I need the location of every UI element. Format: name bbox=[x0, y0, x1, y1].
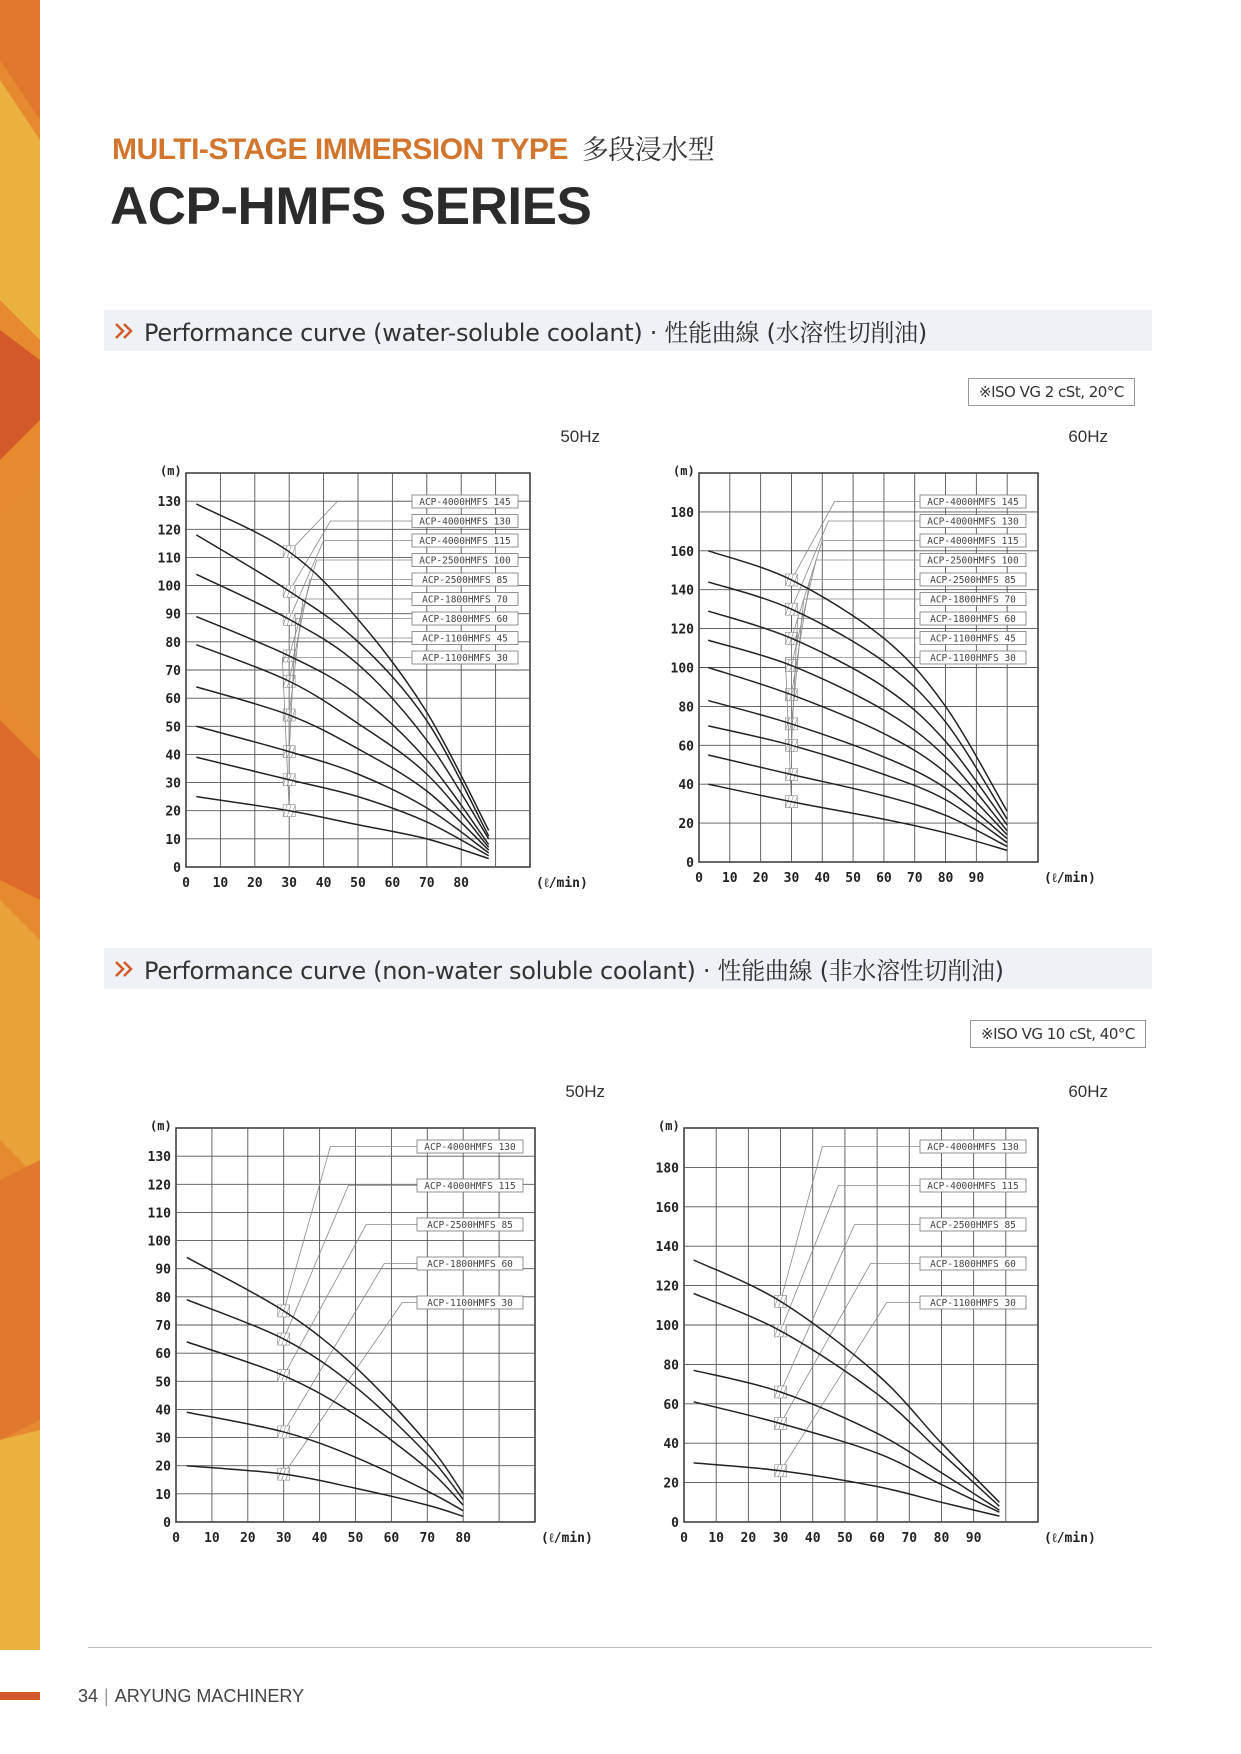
y-tick-label: 60 bbox=[165, 692, 181, 708]
legend-entry: ACP-4000HMFS 130 bbox=[927, 1142, 1019, 1153]
y-tick-label: 30 bbox=[165, 776, 181, 792]
y-tick-label: 70 bbox=[155, 1319, 171, 1334]
x-axis-unit-label: (ℓ/min) bbox=[541, 1531, 593, 1546]
y-tick-label: 80 bbox=[678, 700, 694, 716]
x-tick-label: 20 bbox=[740, 1531, 757, 1546]
plot-area bbox=[699, 473, 1038, 862]
y-tick-label: 110 bbox=[157, 551, 181, 567]
legend-entry: ACP-4000HMFS 130 bbox=[419, 516, 511, 528]
y-tick-label: 10 bbox=[155, 1487, 171, 1503]
y-tick-label: 120 bbox=[670, 622, 694, 638]
footer-divider bbox=[88, 1647, 1152, 1648]
x-tick-label: 40 bbox=[804, 1531, 821, 1546]
x-tick-label: 10 bbox=[212, 876, 229, 891]
x-tick-label: 30 bbox=[281, 876, 298, 891]
y-tick-label: 90 bbox=[165, 607, 181, 623]
legend-entry: ACP-1100HMFS 30 bbox=[930, 653, 1016, 664]
y-tick-label: 100 bbox=[157, 579, 181, 595]
chart-svg bbox=[150, 455, 600, 905]
x-tick-label: 20 bbox=[246, 876, 263, 891]
chart-frequency-label: 60Hz bbox=[1068, 427, 1108, 446]
chart-svg bbox=[663, 455, 1108, 900]
y-tick-label: 180 bbox=[655, 1161, 679, 1177]
subtitle-english: MULTI-STAGE IMMERSION TYPE bbox=[112, 133, 568, 166]
legend-entry: ACP-1800HMFS 60 bbox=[930, 1259, 1016, 1270]
chart-svg bbox=[648, 1110, 1108, 1560]
legend-entry: ACP-1100HMFS 30 bbox=[427, 1298, 513, 1309]
y-tick-label: 120 bbox=[655, 1279, 679, 1295]
x-tick-label: 50 bbox=[347, 1531, 364, 1546]
x-tick-label: 80 bbox=[453, 876, 470, 891]
footer-accent-mark bbox=[0, 1692, 40, 1700]
y-tick-label: 40 bbox=[165, 748, 181, 764]
y-tick-label: 20 bbox=[165, 804, 181, 820]
legend-entry: ACP-4000HMFS 130 bbox=[424, 1142, 516, 1153]
legend-entry: ACP-4000HMFS 115 bbox=[927, 536, 1019, 547]
y-tick-label: 160 bbox=[670, 544, 694, 560]
x-tick-label: 60 bbox=[876, 871, 892, 886]
legend-entry: ACP-1800HMFS 70 bbox=[930, 594, 1016, 606]
y-tick-label: 20 bbox=[155, 1459, 171, 1475]
section-heading-text: Performance curve (non-water soluble coolant) · 性能曲線 (非水溶性切削油) bbox=[144, 957, 1004, 985]
x-tick-label: 70 bbox=[419, 1531, 436, 1546]
y-axis-unit-label: (m) bbox=[658, 1119, 680, 1133]
y-tick-label: 130 bbox=[147, 1150, 171, 1166]
x-tick-label: 90 bbox=[965, 1531, 982, 1546]
legend-entry: ACP-2500HMFS 85 bbox=[422, 575, 508, 586]
chart-water-50hz bbox=[150, 427, 600, 905]
x-tick-label: 10 bbox=[708, 1531, 725, 1546]
x-tick-label: 60 bbox=[383, 1531, 400, 1546]
y-tick-label: 40 bbox=[678, 778, 694, 794]
x-tick-label: 90 bbox=[968, 871, 985, 886]
legend-entry: ACP-1100HMFS 45 bbox=[930, 633, 1016, 645]
y-tick-label: 70 bbox=[165, 664, 181, 679]
chart-frequency-label: 50Hz bbox=[560, 427, 600, 446]
footer bbox=[78, 1686, 304, 1707]
y-tick-label: 0 bbox=[686, 856, 694, 871]
x-tick-label: 0 bbox=[172, 1531, 180, 1546]
y-tick-label: 60 bbox=[155, 1347, 171, 1363]
x-tick-label: 20 bbox=[752, 871, 769, 886]
y-tick-label: 160 bbox=[655, 1200, 679, 1216]
plot-area bbox=[186, 473, 530, 867]
y-tick-label: 90 bbox=[155, 1262, 171, 1278]
y-tick-label: 180 bbox=[670, 505, 694, 521]
x-tick-label: 70 bbox=[906, 871, 923, 886]
y-tick-label: 120 bbox=[157, 523, 181, 539]
x-tick-label: 60 bbox=[384, 876, 401, 891]
x-tick-label: 40 bbox=[315, 876, 332, 891]
legend-entry: ACP-2500HMFS 100 bbox=[419, 555, 511, 567]
x-axis-unit-label: (ℓ/min) bbox=[536, 876, 588, 891]
section-heading-water-soluble bbox=[104, 310, 1152, 351]
company-name: ARYUNG MACHINERY bbox=[114, 1686, 305, 1706]
y-tick-label: 120 bbox=[147, 1178, 171, 1194]
y-tick-label: 50 bbox=[165, 720, 181, 736]
y-tick-label: 100 bbox=[670, 661, 694, 677]
y-tick-label: 140 bbox=[655, 1240, 679, 1256]
y-tick-label: 60 bbox=[663, 1397, 679, 1413]
y-tick-label: 110 bbox=[147, 1206, 171, 1222]
section-heading-text: Performance curve (water-soluble coolant) · 性能曲線 (水溶性切削油) bbox=[144, 319, 927, 347]
legend-entry: ACP-1800HMFS 70 bbox=[422, 594, 508, 606]
x-tick-label: 50 bbox=[350, 876, 366, 891]
x-tick-label: 80 bbox=[455, 1531, 472, 1546]
legend-entry: ACP-2500HMFS 85 bbox=[427, 1220, 513, 1231]
legend-entry: ACP-4000HMFS 115 bbox=[419, 536, 511, 547]
x-tick-label: 60 bbox=[869, 1531, 885, 1546]
chart-non-water-60hz bbox=[648, 1082, 1108, 1560]
series-subtitle bbox=[112, 128, 714, 167]
y-axis-unit-label: (m) bbox=[673, 464, 695, 478]
y-tick-label: 0 bbox=[163, 1516, 171, 1531]
legend-entry: ACP-1800HMFS 60 bbox=[427, 1259, 513, 1270]
y-tick-label: 20 bbox=[678, 817, 694, 833]
y-tick-label: 130 bbox=[157, 495, 181, 511]
subtitle-chinese: 多段浸水型 bbox=[581, 135, 715, 166]
x-tick-label: 40 bbox=[311, 1531, 328, 1546]
legend-entry: ACP-4000HMFS 115 bbox=[424, 1181, 516, 1192]
y-tick-label: 0 bbox=[173, 861, 181, 876]
legend-entry: ACP-1100HMFS 45 bbox=[422, 633, 508, 645]
y-tick-label: 80 bbox=[155, 1290, 171, 1306]
legend-entry: ACP-4000HMFS 145 bbox=[927, 497, 1019, 508]
footer-separator: | bbox=[104, 1686, 109, 1706]
legend-entry: ACP-4000HMFS 130 bbox=[927, 516, 1019, 528]
legend-entry: ACP-2500HMFS 85 bbox=[930, 575, 1016, 586]
x-tick-label: 10 bbox=[204, 1531, 220, 1546]
side-decoration-stripe bbox=[0, 0, 40, 1650]
section-heading-non-water-soluble bbox=[104, 948, 1152, 989]
x-tick-label: 30 bbox=[772, 1531, 789, 1546]
chart-svg bbox=[140, 1110, 605, 1560]
legend-entry: ACP-4000HMFS 115 bbox=[927, 1181, 1019, 1192]
page-number: 34 bbox=[78, 1686, 99, 1706]
y-tick-label: 100 bbox=[147, 1234, 171, 1250]
y-tick-label: 140 bbox=[670, 583, 694, 599]
x-tick-label: 80 bbox=[937, 871, 954, 886]
y-tick-label: 100 bbox=[655, 1319, 679, 1334]
legend-entry: ACP-1800HMFS 60 bbox=[930, 614, 1016, 625]
double-chevron-right-icon bbox=[104, 310, 144, 351]
y-tick-label: 50 bbox=[155, 1375, 171, 1391]
y-tick-label: 40 bbox=[155, 1403, 171, 1419]
x-tick-label: 70 bbox=[418, 876, 435, 891]
legend-entry: ACP-2500HMFS 85 bbox=[930, 1220, 1016, 1231]
x-tick-label: 40 bbox=[814, 871, 831, 886]
legend-entry: ACP-1100HMFS 30 bbox=[422, 653, 508, 664]
y-axis-unit-label: (m) bbox=[150, 1119, 172, 1133]
x-tick-label: 30 bbox=[275, 1531, 292, 1546]
x-tick-label: 30 bbox=[783, 871, 800, 886]
y-tick-label: 30 bbox=[155, 1431, 171, 1447]
legend-entry: ACP-1100HMFS 30 bbox=[930, 1298, 1016, 1309]
y-tick-label: 10 bbox=[165, 832, 181, 848]
viscosity-note: ※ISO VG 10 cSt, 40°C bbox=[970, 1020, 1146, 1048]
chart-frequency-label: 50Hz bbox=[565, 1082, 605, 1101]
legend-entry: ACP-2500HMFS 100 bbox=[927, 555, 1019, 567]
x-axis-unit-label: (ℓ/min) bbox=[1044, 1531, 1096, 1546]
x-tick-label: 0 bbox=[182, 876, 190, 891]
x-tick-label: 10 bbox=[721, 871, 738, 886]
chart-frequency-label: 60Hz bbox=[1068, 1082, 1108, 1101]
chart-water-60hz bbox=[663, 427, 1108, 900]
y-tick-label: 80 bbox=[663, 1358, 679, 1374]
legend-entry: ACP-1800HMFS 60 bbox=[422, 614, 508, 625]
x-tick-label: 50 bbox=[837, 1531, 853, 1546]
y-tick-label: 80 bbox=[165, 635, 181, 651]
legend-entry: ACP-4000HMFS 145 bbox=[419, 497, 511, 508]
x-tick-label: 50 bbox=[845, 871, 861, 886]
y-tick-label: 20 bbox=[663, 1476, 679, 1492]
y-axis-unit-label: (m) bbox=[160, 464, 182, 478]
x-tick-label: 80 bbox=[933, 1531, 950, 1546]
x-axis-unit-label: (ℓ/min) bbox=[1044, 871, 1096, 886]
y-tick-label: 0 bbox=[671, 1516, 679, 1531]
x-tick-label: 0 bbox=[695, 871, 703, 886]
page-title: ACP-HMFS SERIES bbox=[110, 177, 592, 236]
y-tick-label: 60 bbox=[678, 739, 694, 755]
viscosity-note: ※ISO VG 2 cSt, 20°C bbox=[968, 378, 1135, 406]
chart-non-water-50hz bbox=[140, 1082, 605, 1560]
x-tick-label: 70 bbox=[901, 1531, 918, 1546]
x-tick-label: 20 bbox=[239, 1531, 256, 1546]
y-tick-label: 40 bbox=[663, 1437, 679, 1453]
x-tick-label: 0 bbox=[680, 1531, 688, 1546]
double-chevron-right-icon bbox=[104, 948, 144, 989]
